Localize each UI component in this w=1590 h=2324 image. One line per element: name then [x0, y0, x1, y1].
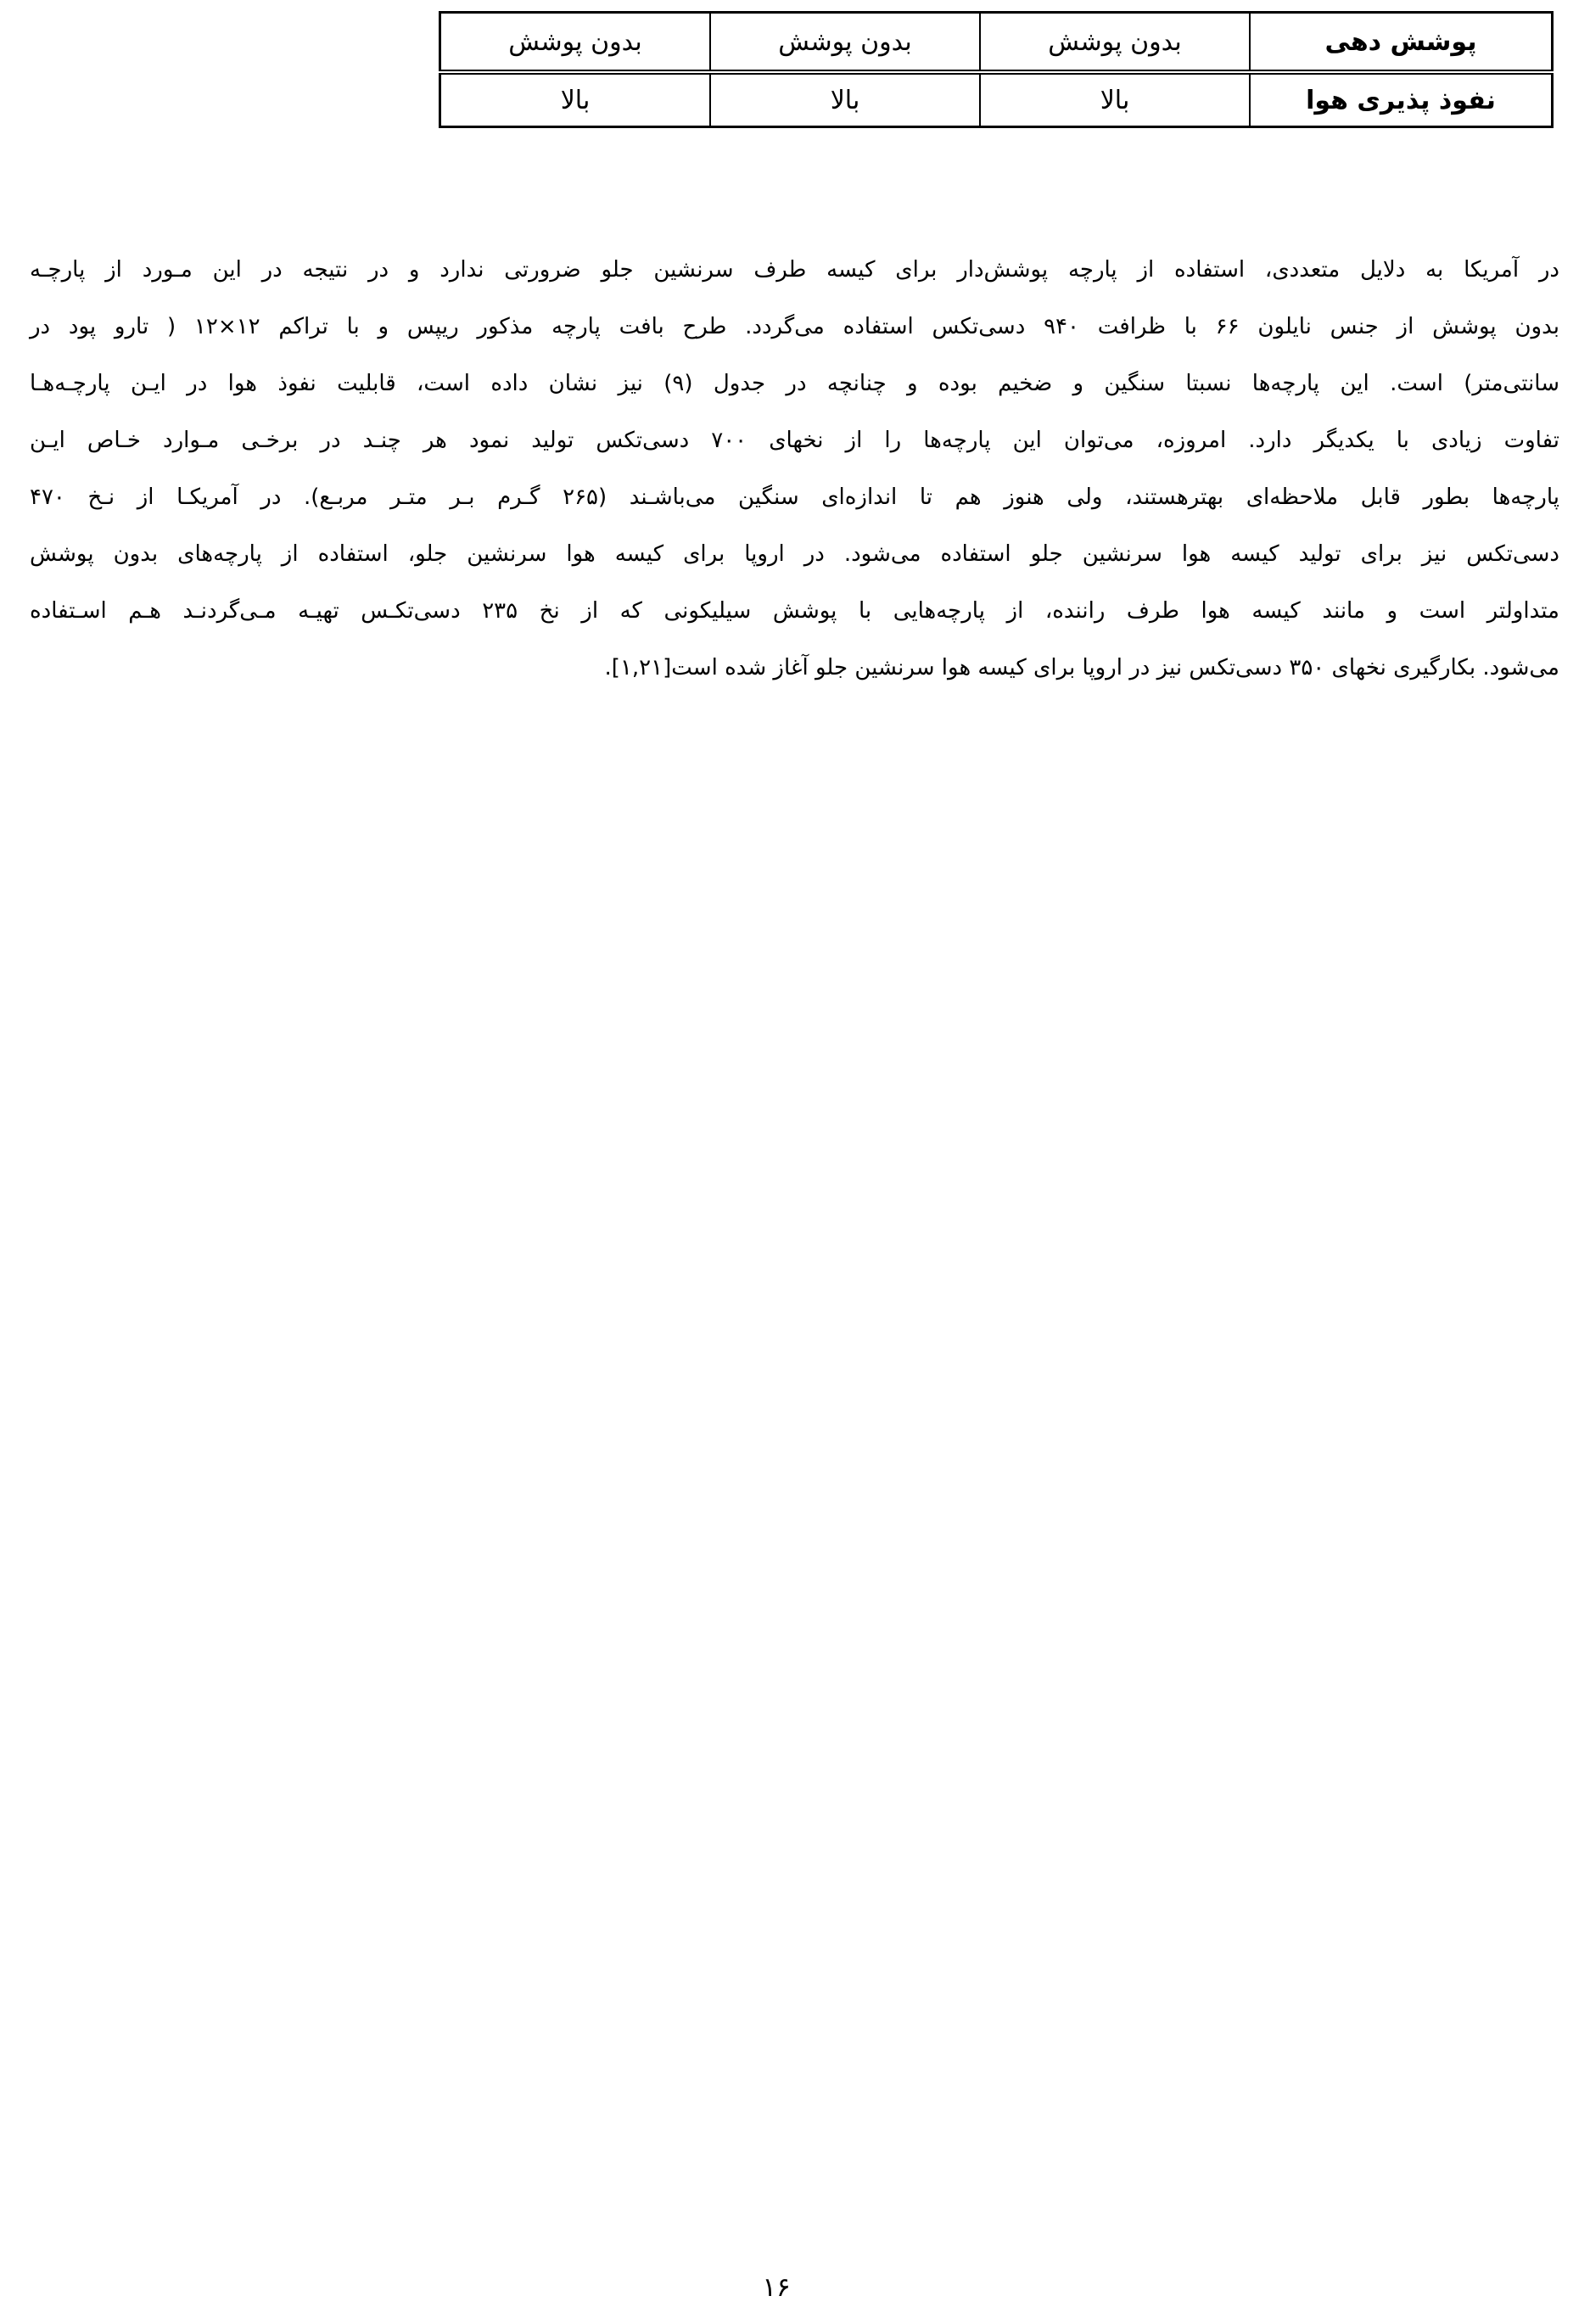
- table-cell: بدون پوشش: [710, 13, 980, 73]
- paragraph-line: تفاوت زیادی با یکدیگر دارد. امروزه، می‌توان این پارچه‌ها را از نخهای ۷۰۰ دسی‌تکس تولید نمود هر چنـد در برخـی مـوارد خـاص ایـن: [30, 428, 1559, 453]
- paragraph-line: در آمریکا به دلایل متعددی، استفاده از پارچه پوشش‌دار برای کیسه طرف سرنشین جلو ضرورتی ندارد و در نتیجه در این مـورد از پارچـه: [30, 257, 1559, 283]
- table-row: [440, 13, 1553, 73]
- paragraph-line: بدون پوشش از جنس نایلون ۶۶ با ظرافت ۹۴۰ دسی‌تکس استفاده می‌گردد. طرح بافت پارچه مذکور ریپس و با تراکم ۱۲×۱۲ ( تارو پود در: [30, 314, 1559, 339]
- table-cell: بالا: [980, 72, 1250, 127]
- paragraph-line: دسی‌تکس نیز برای تولید کیسه هوا سرنشین جلو استفاده می‌شود. در اروپا برای کیسه هوا سرنشین جلو، استفاده از پارچه‌های بدون پوشش: [30, 541, 1559, 567]
- body-paragraph: [30, 242, 1559, 697]
- air-permeability-table: [439, 11, 1554, 128]
- table-cell: بالا: [440, 72, 711, 127]
- table-header-air-permeability: نفوذ پذیری هوا: [1250, 72, 1553, 127]
- paragraph-line: سانتی‌متر) است. این پارچه‌ها نسبتا سنگین و ضخیم بوده و چنانچه در جدول (۹) نیز نشان داده است، قابلیت نفوذ هوا در ایـن پارچـه‌هـا: [30, 371, 1559, 396]
- page-number: ۱۶: [762, 2272, 791, 2303]
- table-cell: بدون پوشش: [440, 13, 711, 73]
- table-cell: بالا: [710, 72, 980, 127]
- table-row: [440, 72, 1553, 127]
- paragraph-line: می‌شود. بکارگیری نخهای ۳۵۰ دسی‌تکس نیز در اروپا برای کیسه هوا سرنشین جلو آغاز شده است[۱,۲۱].: [604, 655, 1559, 680]
- paragraph-line: پارچه‌ها بطور قابل ملاحظه‌ای بهترهستند، ولی هنوز هم تا اندازه‌ای سنگین می‌باشـند (۲۶۵ گـرم بـر متـر مربـع). در آمریکـا از نـخ ۴۷۰: [30, 484, 1559, 510]
- paragraph-line: متداولتر است و مانند کیسه هوا طرف راننده، از پارچه‌هایی با پوشش سیلیکونی که از نخ ۲۳۵ دسی‌تکـس تهیـه مـی‌گردنـد هـم اسـتفاده: [30, 598, 1559, 624]
- table-header-coating: پوشش دهی: [1250, 13, 1553, 73]
- table-cell: بدون پوشش: [980, 13, 1250, 73]
